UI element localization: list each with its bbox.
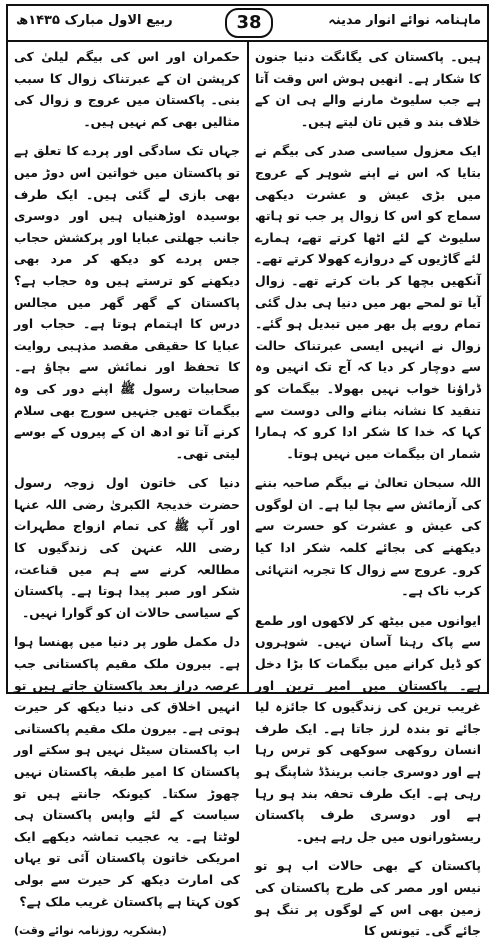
paragraph: پاکستان کے بھی حالات اب ہو تو نیس اور مصر کی طرح پاکستان کی زمین بھی اس کے لوگوں پر تنگ ہو جائے گی۔ تیونس کا — [255, 858, 481, 939]
magazine-page — [6, 4, 489, 939]
column-divider — [247, 42, 249, 694]
paragraph: ایوانوں میں بیٹھ کر لاکھوں اور طمع سے پاک رہنا آسان نہیں۔ شوہروں کو ڈیل کرانے میں بیگمات کا بڑا دخل ہے۔ پاکستان میں امیر ترین اور غریب ترین کی زندگیوں کا جائزہ لیا جائے تو بندہ لرز جاتا ہے۔ ایک طرف انسان روکھی سوکھی کو ترس رہا ہے اور دوسری جانب برینڈڈ شاپنگ ہو رہی ہے۔ ایک طرف تحفہ بند ہو رہا ہے اور دوسری طرف پاکستان ریسٹورانوں میں جل رہے ہیں۔ — [255, 612, 481, 844]
right-column — [255, 46, 481, 950]
issue-date: ربیع الاول مبارک ۱۴۳۵ھ — [16, 13, 173, 28]
paragraph: حکمران اور اس کی بیگم لیلیٰ کی کرپشن ان کے عبرتناک زوال کا سبب بنی۔ پاکستان میں عروج و زوال کی مثالیں بھی کم نہیں ہیں۔ — [14, 49, 240, 129]
paragraph: اللہ سبحان تعالیٰ نے بیگم صاحبہ بننے کی آزمائش سے بچا لیا ہے۔ ان لوگوں کی عیش و عشرت کو حسرت سے دیکھنے کی بجائے کلمہ شکر ادا کیا کرو۔ عروج سے زوال کا تجربہ انتہائی کرب ناک ہے۔ — [255, 475, 481, 599]
paragraph: ایک معزول سیاسی صدر کی بیگم نے بتایا کہ اس نے اپنے شوہر کے عروج میں بڑی عیش و عشرت دیکھی سماج کو اس کا زوال پر جب تو ہاتھ سلیوٹ کے لئے اٹھا کرتے تھے، ہمارے لئے گاڑیوں کے دروازے کھولا کرتے تھے۔ آنکھیں بچھا کر بات کرتے تھے۔ زوال آیا تو لمحے بھر میں دنیا ہی بدل گئی تمام رویے پل بھر میں تبدیل ہو گئے۔ زوال نے انہیں ایسی عبرتناک حالت سے دوچار کر دیا کہ آج تک انہیں وہ ڈراؤنا خواب نہیں بھولا۔ بیگمات کو تنقید کا نشانہ بنانے والی دوست سے کہا کہ خدا کا شکر ادا کرو کہ ہمارا شمار ان بیگمات میں نہیں ہوتا۔ — [255, 143, 481, 461]
page-number: 38 — [225, 8, 273, 38]
source-credit: (بشکریہ روزنامہ نوائے وقت) — [14, 924, 167, 938]
paragraph: ہیں۔ پاکستان کی یگانگت دنیا جنون کا شکار ہے۔ انھیں ہوش اس وقت آتا ہے جب سلیوٹ مارنے والے ہی ان کے خلاف بند و قیں تان لیتے ہیں۔ — [255, 49, 481, 129]
page-header — [8, 6, 487, 42]
left-column — [14, 46, 240, 942]
paragraph: جہاں تک سادگی اور پردے کا تعلق ہے تو پاکستان میں خواتین اس دوڑ میں بھی بازی لے گئی ہیں۔ ایک طرف بوسیدہ اوڑھنیاں ہیں اور دوسری جانب جھلتی عبایا اور پرکشش حجاب جس پردے کو دیکھ کر مرد بھی دیکھنے کو ترستے ہیں وہ حجاب ہے؟ پاکستان کے گھر گھر میں مجالس درس کا اہتمام ہوتا ہے۔ حجاب اور عبایا کا حقیقی مقصد مذہبی روایت کا تحفظ اور نمائش سے بچاؤ ہے۔ صحابیات رسول ﷺ اپنے دور کی وہ بیگمات تھیں جنہیں سورج بھی سلام کرنے آتا تو ادھ ان کے پیروں کے بوسے لیتی تھی۔ — [14, 143, 240, 461]
paragraph: دل مکمل طور پر دنیا میں پھنسا ہوا ہے۔ بیرون ملک مقیم پاکستانی جب عرصہ دراز بعد پاکستان جاتے ہیں تو انہیں اخلاق کی دنیا دیکھ کر حیرت ہوتی ہے۔ بیرون ملک مقیم پاکستانی اب پاکستان سیٹل نہیں ہو سکتے اور پاکستان کا امیر طبقہ پاکستان نہیں چھوڑ سکتا۔ کیونکہ جانتے ہیں تو سیاست کے لئے واپس پاکستان ہی لوٹتا ہے۔ یہ عجیب تماشہ دیکھے ایک امریکی خاتون پاکستان آئی تو یہاں کی امارت دیکھ کر حیرت سے بولی کون کہتا ہے پاکستان غریب ملک ہے؟ — [14, 634, 240, 909]
magazine-title: ماہنامہ نوائے انوار مدینہ — [328, 13, 481, 28]
paragraph: دنیا کی خاتون اول زوجہ رسول حضرت خدیجۃ الکبریٰ رضی اللہ عنہا اور آپ ﷺ کی تمام ازواج مطہرات رضی اللہ عنہن کی زندگیوں کا مطالعہ کرنے سے ہم میں قناعت، شکر اور صبر پیدا ہوتا ہے۔ پاکستان کے سیاسی حالات ان کو گوارا نہیں۔ — [14, 475, 240, 620]
